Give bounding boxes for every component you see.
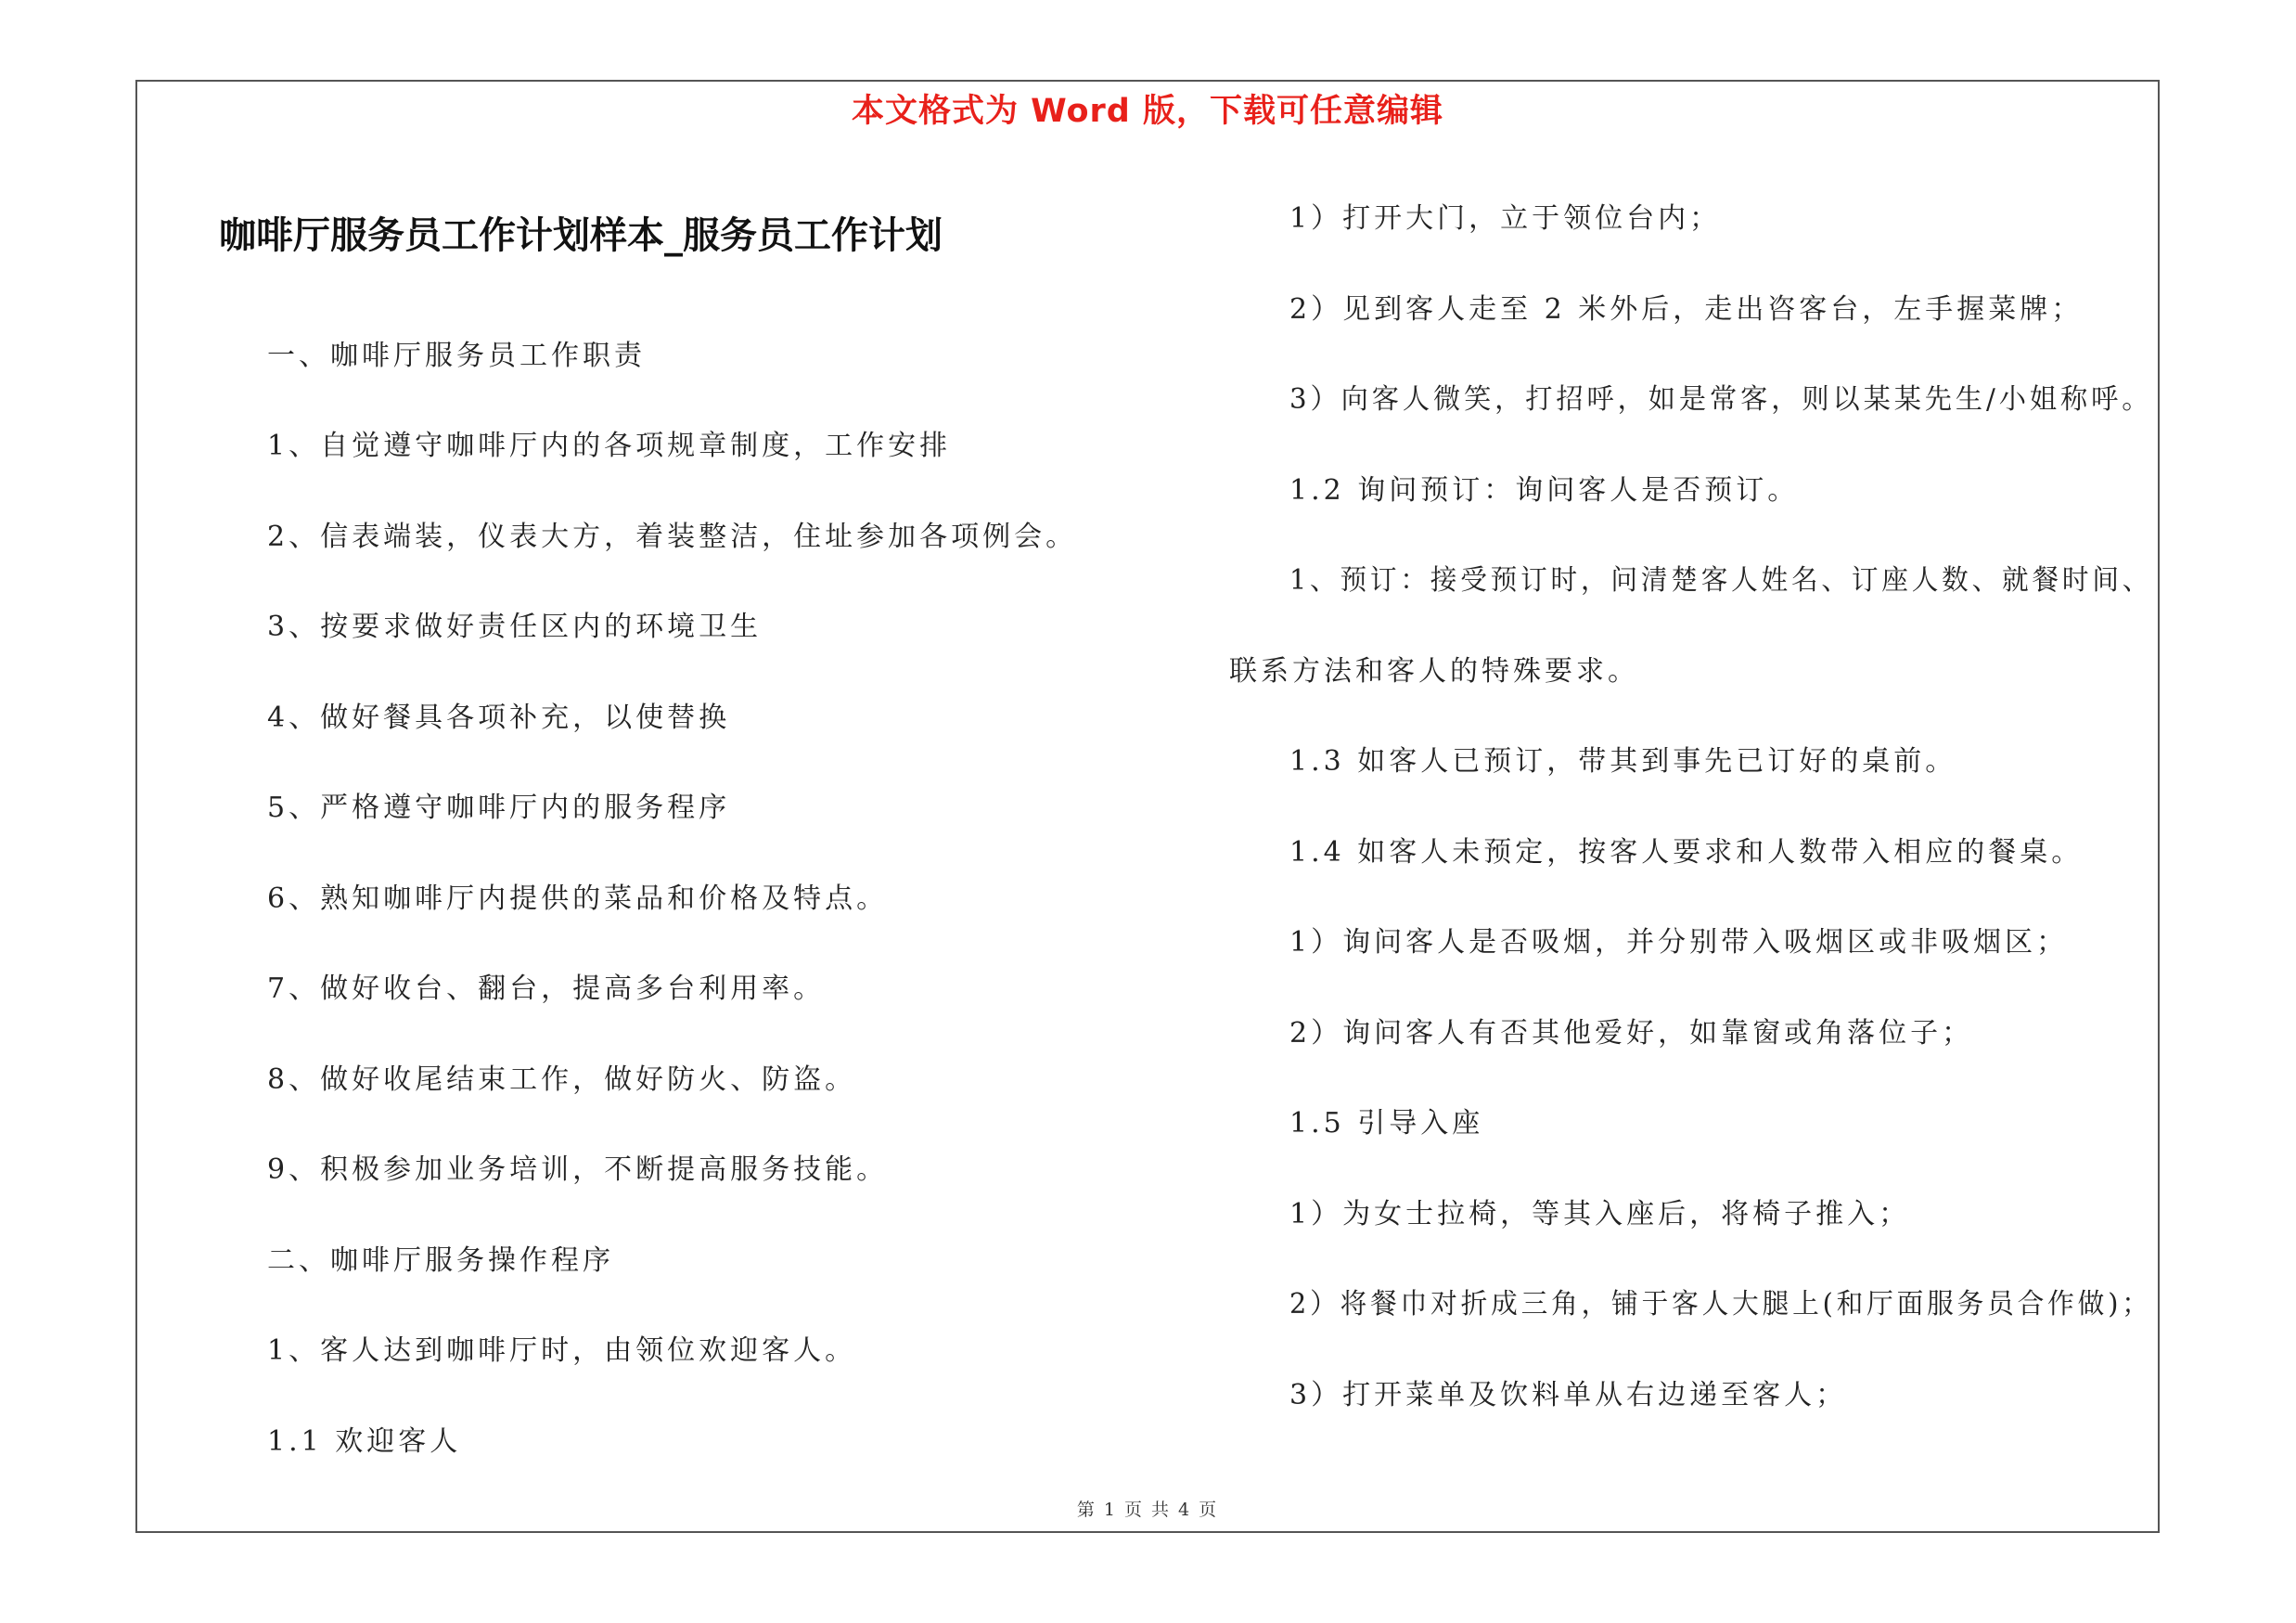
body-paragraph: 7、做好收台、翻台，提高多台利用率。 xyxy=(267,973,826,1005)
body-paragraph: 2）见到客人走至 2 米外后，走出咨客台，左手握菜牌； xyxy=(1289,293,2084,326)
section-heading: 1.5 引导入座 xyxy=(1289,1107,1484,1140)
body-paragraph: 4、做好餐具各项补充，以使替换 xyxy=(267,702,731,734)
body-paragraph: 1）询问客人是否吸烟，并分别带入吸烟区或非吸烟区； xyxy=(1289,926,2069,959)
body-paragraph: 3、按要求做好责任区内的环境卫生 xyxy=(267,611,763,643)
document-title: 咖啡厅服务员工作计划样本_服务员工作计划 xyxy=(219,214,943,257)
body-paragraph: 1）打开大门，立于领位台内； xyxy=(1289,202,1722,235)
body-paragraph: 1.1 欢迎客人 xyxy=(267,1425,462,1458)
body-paragraph: 2）将餐巾对折成三角，铺于客人大腿上(和厅面服务员合作做)； xyxy=(1289,1288,2152,1320)
body-paragraph: 5、严格遵守咖啡厅内的服务程序 xyxy=(267,792,731,824)
body-paragraph: 1、客人达到咖啡厅时，由领位欢迎客人。 xyxy=(267,1334,857,1367)
body-paragraph: 9、积极参加业务培训，不断提高服务技能。 xyxy=(267,1153,889,1186)
body-paragraph: 6、熟知咖啡厅内提供的菜品和价格及特点。 xyxy=(267,882,889,915)
body-paragraph: 3）向客人微笑，打招呼，如是常客，则以某某先生/小姐称呼。 xyxy=(1289,383,2153,416)
body-paragraph: 3）打开菜单及饮料单从右边递至客人； xyxy=(1289,1379,1848,1411)
page-number: 第 1 页 共 4 页 xyxy=(1076,1500,1219,1520)
body-paragraph: 1）为女士拉椅，等其入座后，将椅子推入； xyxy=(1289,1198,1911,1230)
body-paragraph: 2、信表端装，仪表大方，着装整洁，住址参加各项例会。 xyxy=(267,521,1078,553)
body-paragraph: 8、做好收尾结束工作，做好防火、防盗。 xyxy=(267,1063,857,1096)
body-paragraph: 1.2 询问预订：询问客人是否预订。 xyxy=(1289,474,1800,507)
body-paragraph: 2）询问客人有否其他爱好，如靠窗或角落位子； xyxy=(1289,1017,1974,1050)
body-paragraph: 联系方法和客人的特殊要求。 xyxy=(1229,655,1639,688)
body-paragraph: 1、预订：接受预订时，问清楚客人姓名、订座人数、就餐时间、 xyxy=(1289,564,2153,597)
body-paragraph: 1.4 如客人未预定，按客人要求和人数带入相应的餐桌。 xyxy=(1289,836,2084,869)
body-paragraph: 1.3 如客人已预订，带其到事先已订好的桌前。 xyxy=(1289,745,1957,778)
section-heading: 二、咖啡厅服务操作程序 xyxy=(267,1244,614,1277)
section-heading: 一、咖啡厅服务员工作职责 xyxy=(267,340,646,372)
body-paragraph: 1、自觉遵守咖啡厅内的各项规章制度，工作安排 xyxy=(267,430,952,462)
word-format-banner: 本文格式为 Word 版，下载可任意编辑 xyxy=(851,93,1444,130)
